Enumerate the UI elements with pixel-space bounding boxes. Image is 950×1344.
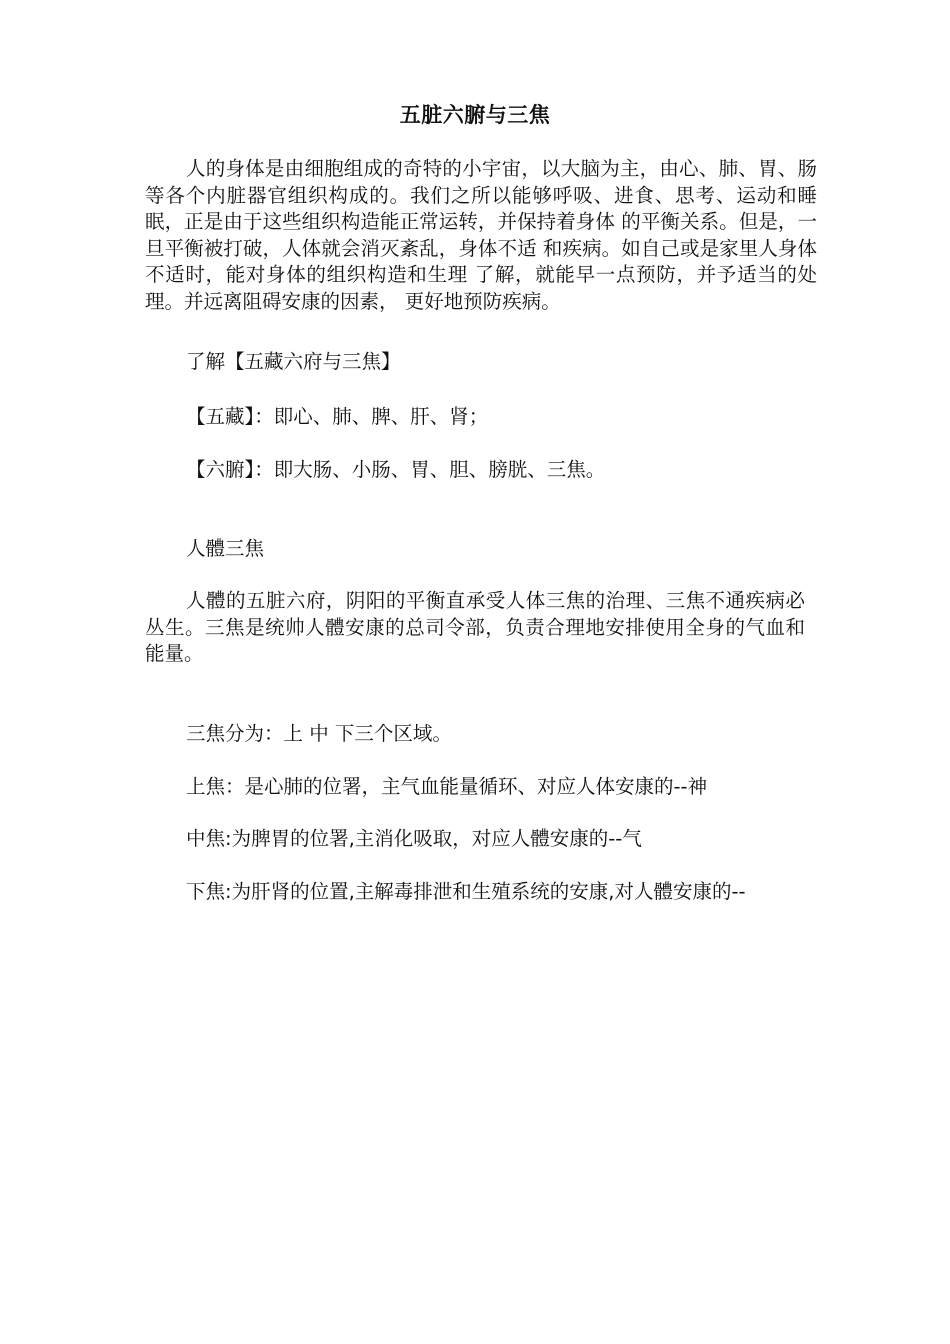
lower-jiao-line: 下焦:为肝肾的位置,主解毒排泄和生殖系统的安康,对人體安康的-- bbox=[186, 880, 746, 903]
sanjiao-division-line: 三焦分为：上 中 下三个区域。 bbox=[186, 722, 452, 745]
sanjiao-heading: 人體三焦 bbox=[186, 537, 265, 560]
intro-paragraph: 人的身体是由细胞组成的奇特的小宇宙，以大脑为主，由心、肺、胃、肠等各个内脏器官组织构成的。我们之所以能够呼吸、进食、思考、运动和睡眠，正是由于这些组织构造能正常运转，并保持着身体 的平衡关系。但是，一旦平衡被打破，人体就会消灭紊乱，身体不适 和疾病。如自己或是家里人身体不适时，能对身体的组织构造和生理 了解，就能早一点预防，并予适当的处理。并远离阻碍安康的因素， 更好地预防疾病。 bbox=[145, 157, 817, 313]
middle-jiao-line: 中焦:为脾胃的位署,主消化吸取，对应人體安康的--气 bbox=[186, 827, 642, 850]
document-title: 五脏六腑与三焦 bbox=[399, 103, 551, 127]
six-fu-line: 【六腑】：即大肠、小肠、胃、胆、膀胱、三焦。 bbox=[186, 458, 606, 481]
five-zang-line: 【五藏】：即心、肺、脾、肝、肾； bbox=[186, 405, 489, 428]
upper-jiao-line: 上焦：是心肺的位署，主气血能量循环、对应人体安康的--神 bbox=[186, 775, 708, 798]
understand-heading: 了解【五藏六府与三焦】 bbox=[186, 350, 401, 373]
sanjiao-paragraph: 人體的五脏六府，阴阳的平衡直承受人体三焦的治理、三焦不通疾病必丛生。三焦是统帅人體安康的总司令部，负责合理地安排使用全身的气血和能量。 bbox=[145, 589, 805, 665]
